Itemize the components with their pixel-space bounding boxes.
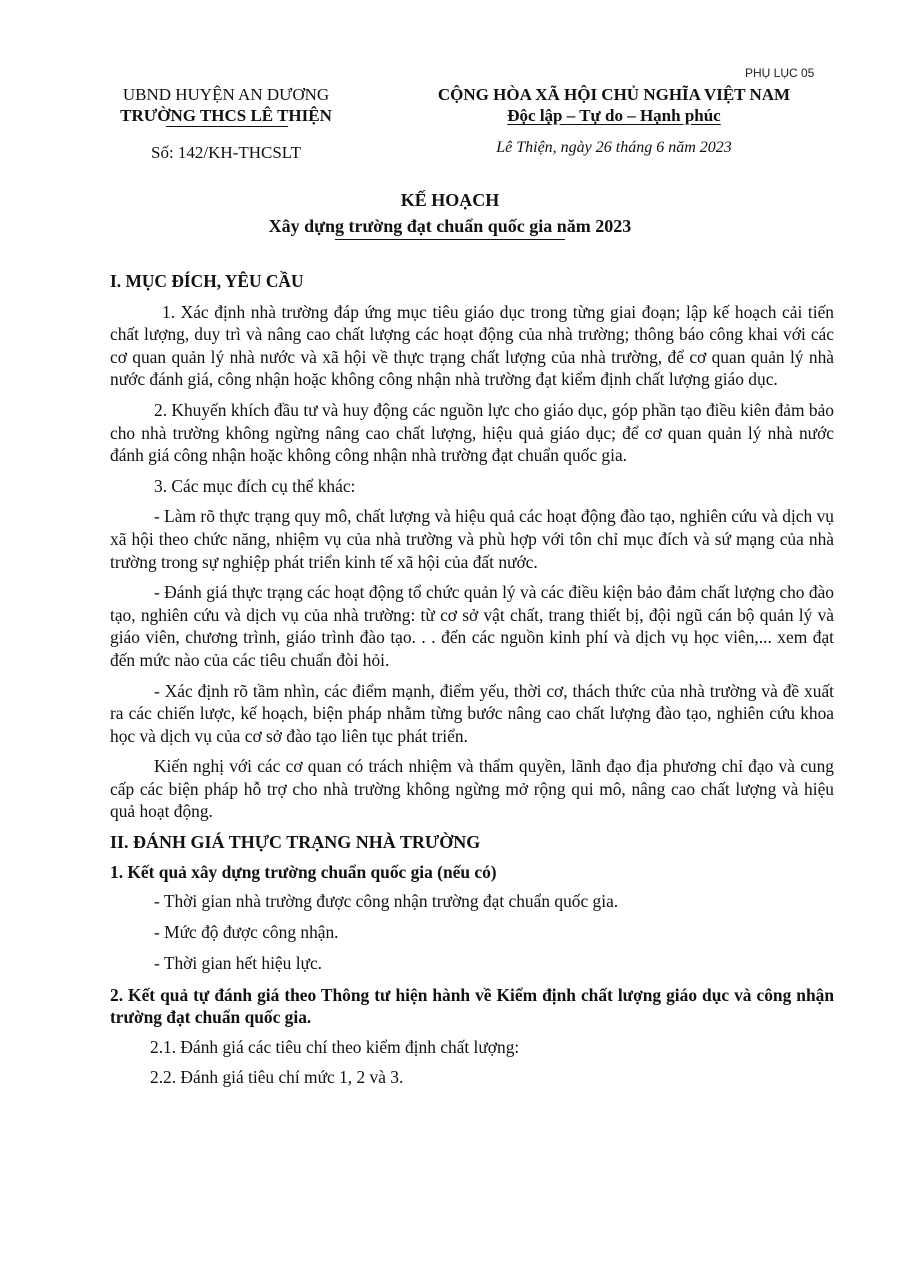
document-body	[110, 270, 834, 1097]
national-header	[398, 84, 830, 126]
list-item: - Thời gian hết hiệu lực.	[154, 953, 323, 974]
section-1-paragraph: 2. Khuyến khích đầu tư và huy động các nguồn lực cho giáo dục, góp phần tạo điều kiên đảm bảo cho nhà trường không ngừng nâng cao chất lượng, hiệu quả giáo dục; để cơ quan quản lý nhà nước đánh giá công nhận hoặc không công nhận nhà trường đạt chuẩn quốc gia.	[110, 399, 834, 466]
section-2-heading: II. ĐÁNH GIÁ THỰC TRẠNG NHÀ TRƯỜNG	[110, 832, 481, 853]
list-item: - Thời gian nhà trường được công nhận trường đạt chuẩn quốc gia.	[154, 891, 619, 912]
title-sub: Xây dựng trường đạt chuẩn quốc gia năm 2023	[268, 216, 632, 236]
issuer-org: UBND HUYỆN AN DƯƠNG	[122, 85, 330, 104]
title-main: KẾ HOẠCH	[400, 190, 500, 210]
section-1-paragraph: 1. Xác định nhà trường đáp ứng mục tiêu giáo dục trong từng giai đoạn; lập kế hoạch cải tiến chất lượng, duy trì và nâng cao chất lượng các hoạt động của nhà trường; thông báo công khai với các cơ quan quản lý nhà nước và xã hội về thực trạng chất lượng của nhà trường, để cơ quan quản lý nhà nước đánh giá, công nhận hoặc không công nhận nhà trường đạt kiểm định chất lượng giáo dục.	[110, 301, 834, 390]
document-title	[0, 187, 900, 239]
list-item: 2.1. Đánh giá các tiêu chí theo kiểm định chất lượng:	[150, 1036, 520, 1057]
section-1-heading: I. MỤC ĐÍCH, YÊU CẦU	[110, 271, 304, 291]
section-1-bullet: - Đánh giá thực trạng các hoạt động tổ chức quản lý và các điều kiện bảo đảm chất lượng cho đào tạo, nghiên cứu và dịch vụ của nhà trường: từ cơ sở vật chất, trang thiết bị, đội ngũ cán bộ quản lý và giáo viên, chương trình, giáo trình đào tạo. . . đến các nguồn kinh phí và dịch vụ học viên,... xem đạt đến mức nào của các tiêu chuẩn đòi hỏi.	[110, 582, 834, 670]
title-underline	[335, 239, 565, 240]
section-1-paragraph: 3. Các mục đích cụ thể khác:	[154, 475, 356, 496]
issuer-header	[96, 84, 356, 162]
issuer-school: TRƯỜNG THCS LÊ THIỆN	[120, 106, 332, 125]
list-item: - Mức độ được công nhận.	[154, 922, 339, 943]
section-1-paragraph: Kiến nghị với các cơ quan có trách nhiệm và thẩm quyền, lãnh đạo địa phương chỉ đạo và cung cấp các biện pháp hỗ trợ cho nhà trường không ngừng mở rộng qui mô, nâng cao chất lượng và hiệu quả hoạt động.	[110, 756, 834, 822]
issuer-underline	[166, 126, 288, 127]
document-number: Số: 142/KH-THCSLT	[150, 143, 302, 162]
section-1-bullet: - Xác định rõ tầm nhìn, các điểm mạnh, điểm yếu, thời cơ, thách thức của nhà trường và đề xuất ra các chiến lược, kế hoạch, biện pháp nhằm từng bước nâng cao chất lượng đào tạo, nghiên cứu khoa học và dịch vụ của cơ sở đào tạo liên tục phát triển.	[110, 680, 834, 746]
issue-date: Lê Thiện, ngày 26 tháng 6 năm 2023	[496, 139, 732, 156]
section-1-bullet: - Làm rõ thực trạng quy mô, chất lượng và hiệu quả các hoạt động đào tạo, nghiên cứu và dịch vụ xã hội theo chức năng, nhiệm vụ của nhà trường và phù hợp với tôn chỉ mục đích và sứ mạng của nhà trường trong sự nghiệp phát triển kinh tế xã hội của đất nước.	[110, 506, 834, 572]
subsection-2-2-heading: 2. Kết quả tự đánh giá theo Thông tư hiện hành về Kiểm định chất lượng giáo dục và công nhận trường đạt chuẩn quốc gia.	[110, 984, 834, 1028]
national-motto: Độc lập – Tự do – Hạnh phúc	[507, 106, 721, 125]
subsection-2-1-heading: 1. Kết quả xây dựng trường chuẩn quốc gia (nếu có)	[110, 861, 497, 882]
list-item: 2.2. Đánh giá tiêu chí mức 1, 2 và 3.	[150, 1067, 404, 1088]
republic-title: CỘNG HÒA XÃ HỘI CHỦ NGHĨA VIỆT NAM	[437, 85, 791, 104]
appendix-label: PHỤ LỤC 05	[745, 66, 815, 80]
